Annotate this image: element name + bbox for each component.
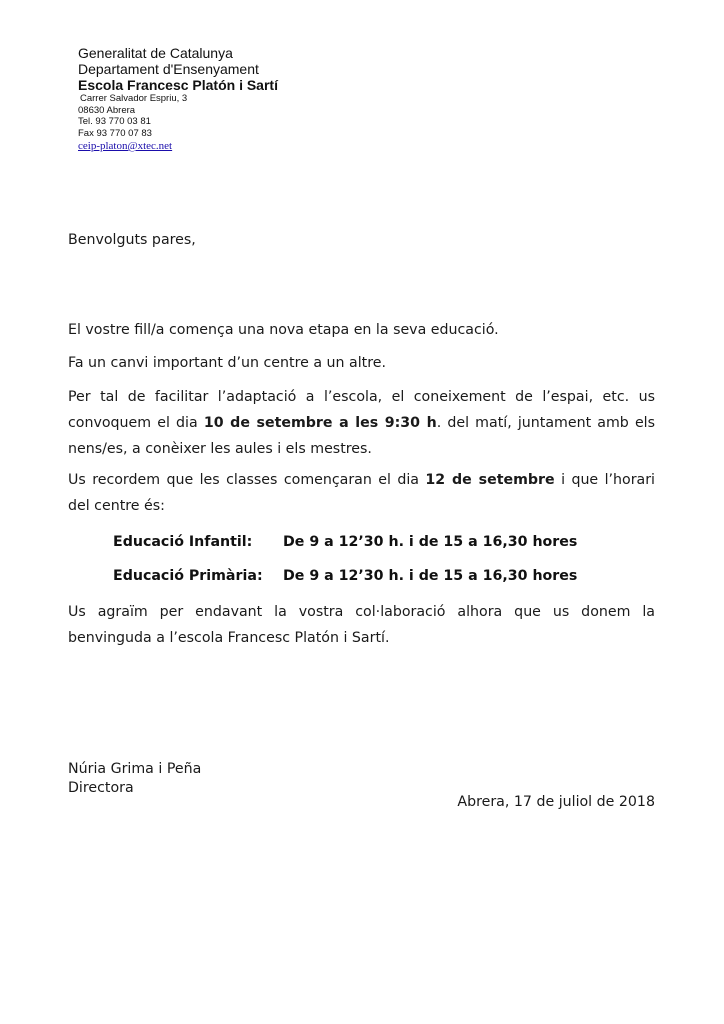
schedule-row: [113, 568, 577, 584]
signature-role: Directora: [68, 780, 134, 796]
paragraph-4: [68, 467, 655, 519]
greeting: Benvolguts pares,: [68, 232, 196, 248]
schedule-row: [113, 534, 577, 550]
paragraph-3-text-b: . del matí, juntament amb els nens/es, a conèixer les aules i els mestres.: [68, 415, 656, 457]
paragraph-4-text-b: i que l’horari del centre és:: [68, 472, 656, 514]
signature-name: Núria Grima i Peña: [68, 761, 202, 777]
schedule-label: Educació Infantil:: [113, 534, 253, 550]
paragraph-3-date-highlight: 10 de setembre a les 9:30 h: [203, 415, 437, 431]
letterhead-tel: Tel. 93 770 03 81: [78, 116, 151, 127]
paragraph-3-text-a: Per tal de facilitar l’adaptació a l’escola, el coneixement de l’espai, etc. us convoquem el dia: [68, 389, 655, 431]
paragraph-4-text-a: Us recordem que les classes començaran el dia: [68, 472, 426, 488]
signature-block: [68, 760, 201, 798]
letterhead-email-link[interactable]: ceip-platon@xtec.net: [78, 140, 173, 152]
schedule-label: Educació Primària:: [113, 568, 263, 584]
schedule-hours: De 9 a 12’30 h. i de 15 a 16,30 hores: [283, 534, 578, 550]
paragraph-1: El vostre fill/a comença una nova etapa en la seva educació.: [68, 322, 499, 338]
letterhead-school-name: Escola Francesc Platón i Sartí: [78, 77, 278, 93]
paragraph-5: Us agraïm per endavant la vostra col·laboració alhora que us donem la benvinguda a l’escola Francesc Platón i Sartí.: [68, 604, 655, 646]
letterhead-fax: Fax 93 770 07 83: [78, 127, 152, 139]
letter-date: Abrera, 17 de juliol de 2018: [457, 794, 655, 810]
paragraph-3: [68, 384, 655, 462]
letterhead-department: Departament d'Ensenyament: [78, 61, 259, 77]
letterhead-city: 08630 Abrera: [78, 104, 136, 116]
schedule-hours: De 9 a 12’30 h. i de 15 a 16,30 hores: [283, 568, 578, 584]
paragraph-4-date-highlight: 12 de setembre: [425, 472, 555, 488]
letterhead-address: Carrer Salvador Espriu, 3: [80, 93, 188, 104]
paragraph-2: Fa un canvi important d’un centre a un altre.: [68, 355, 386, 371]
letterhead: [78, 45, 278, 153]
letterhead-government: Generalitat de Catalunya: [78, 45, 233, 61]
